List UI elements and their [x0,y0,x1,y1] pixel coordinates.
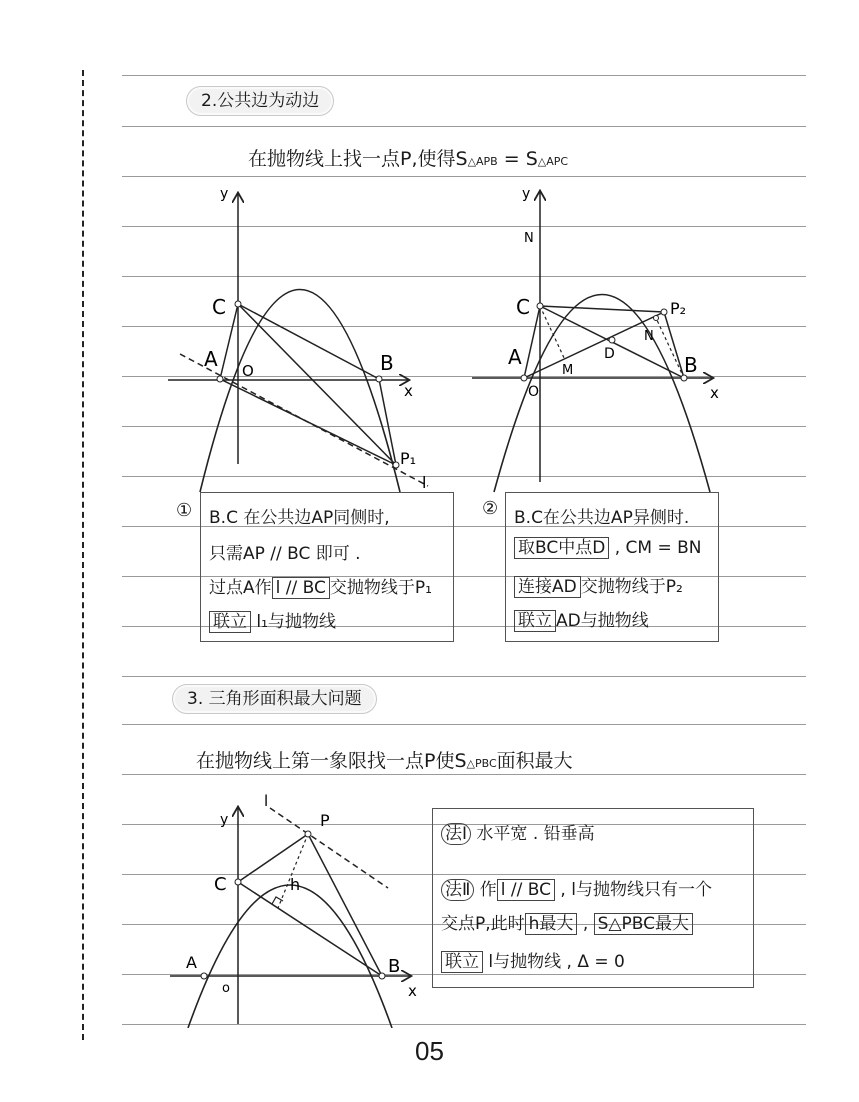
prompt-text: 在抛物线上找一点P,使得S [248,148,468,170]
segment-cp2 [540,306,664,312]
label-o: O [528,384,540,400]
method-1-line: 法Ⅰ 水平宽 . 铅垂高 [441,819,595,845]
case-1-line-3: 过点A作 l // BC 交抛物线于P₁ [209,578,432,598]
segment-ap2 [524,312,664,378]
label-b: B [388,956,401,977]
label-o: O [242,362,254,380]
tag-midpoint: 取BC中点D [514,537,609,559]
case-1-box [200,492,454,642]
method-2-line-3: 联立 l与抛物线 , Δ = 0 [441,947,625,973]
segment-cb [238,882,382,976]
label-d: D [604,346,615,362]
method-2-line-2: 交点P,此时 h最大 , S△PBC最大 [441,909,693,935]
label-y: y [220,186,229,202]
graph-opposite-side [466,182,756,502]
perp-bn [656,318,684,378]
label-c: C [212,295,226,319]
prompt-subscript-apb: △APB [467,155,498,168]
tag-simultaneous: 联立 [441,951,483,973]
label-h: h [290,875,301,894]
label-n: N [644,329,654,344]
graph-max-area [160,792,430,1028]
tag-simultaneous: 联立 [514,610,556,632]
prompt-subscript-pbc: △PBC [466,757,497,770]
segment-bp2 [664,312,684,378]
segment-cb [238,304,379,379]
case-1-line-4: 联立 l₁与抛物线 [209,607,336,633]
label-c: C [516,295,530,319]
label-y: y [220,812,229,828]
label-a: A [508,345,522,369]
case-1-line-2: 只需AP // BC 即可 . [209,544,361,564]
label-p2: P₂ [670,299,687,318]
label-b: B [684,353,698,377]
method-2-line-1: 法Ⅱ 作 l // BC , l与抛物线只有一个 [441,875,712,901]
segment-cp1 [238,304,396,465]
tag-connect: 连接AD [514,576,581,598]
tag-parallel: l // BC [272,577,330,599]
case-2-box [505,492,719,642]
segment-pb [308,834,382,976]
parabola [188,885,392,1028]
label-o: o [222,981,230,996]
graph-same-side [160,182,450,502]
label-l: l [422,473,427,492]
label-c: C [214,874,227,895]
section-3-title: 3. 三角形面积最大问题 [172,684,377,714]
label-a: A [186,953,197,972]
label-y: y [522,186,531,202]
label-l: l [264,792,269,810]
parabola [200,290,400,493]
section-2-prompt [248,144,568,171]
label-p: P [320,811,330,830]
tag-area-max: S△PBC最大 [594,913,693,935]
case-2-number: ② [482,498,499,519]
section-2-title: 2.公共边为动边 [186,86,334,116]
method-box [432,808,754,988]
label-b: B [380,351,394,375]
label-a: A [204,347,218,371]
case-2-line-1: B.C在公共边AP异侧时. [514,508,690,528]
margin-dashed-line [82,70,84,1040]
label-x: x [404,382,413,400]
label-n-axis: N [524,231,534,246]
page-number: 05 [415,1036,444,1066]
case-1-number: ① [176,500,193,521]
parabola [494,295,710,493]
segment-ap1 [220,379,396,465]
tag-h-max: h最大 [525,913,578,935]
section-3-prompt: 在抛物线上第一象限找一点P使S△PBC面积最大 [196,750,573,772]
label-x: x [710,384,719,402]
case-1-line-1: B.C 在公共边AP同侧时, [209,508,390,528]
label-m: M [562,363,574,378]
label-x: x [408,982,417,1000]
case-2-line-2: 取BC中点D , CM = BN [514,537,702,559]
case-2-line-4: 联立 AD与抛物线 [514,606,649,632]
case-2-line-3: 连接AD 交抛物线于P₂ [514,572,683,598]
prompt-subscript-apc: △APC [537,155,569,168]
tag-method-2: 法Ⅱ [441,879,474,901]
tag-method-1: 法Ⅰ [441,823,471,845]
label-p1: P₁ [400,449,417,468]
tag-parallel: l // BC [497,879,555,901]
tag-simultaneous: 联立 [209,611,251,633]
prompt-equals: = S [497,148,538,170]
right-angle-mark [272,897,283,904]
